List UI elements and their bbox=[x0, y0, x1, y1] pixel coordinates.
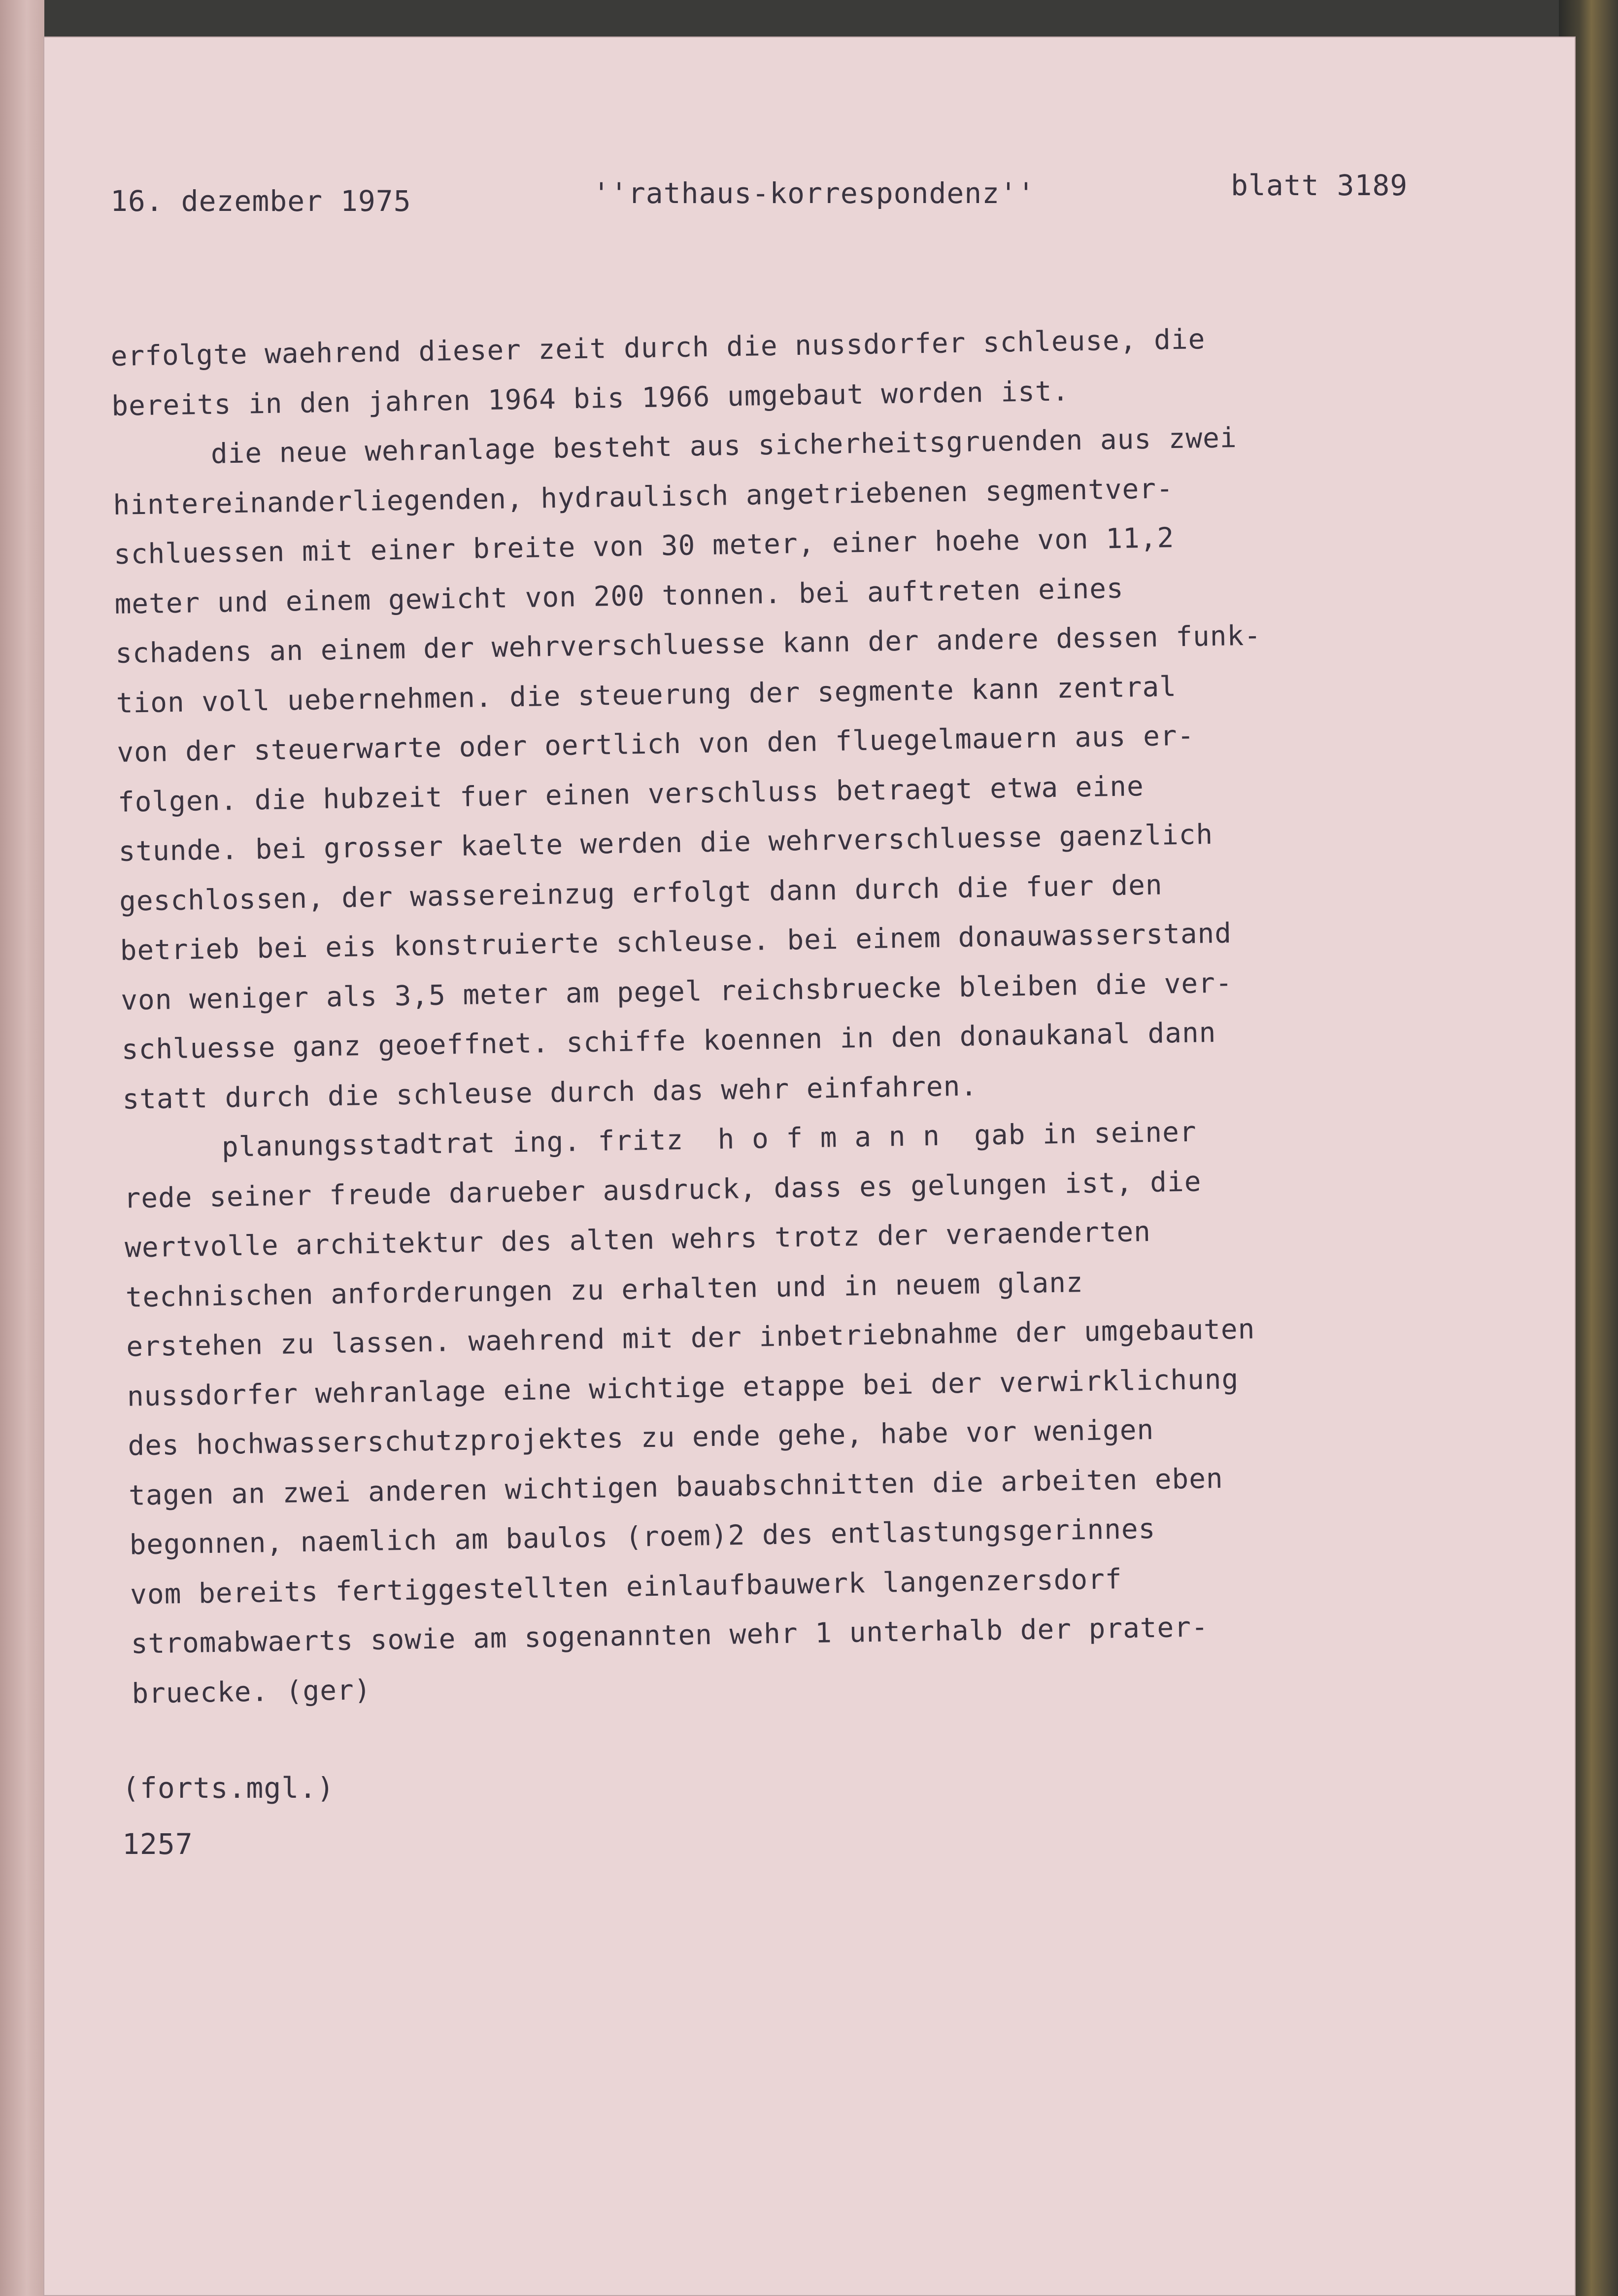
body-line: die neue wehranlage besteht aus sicherheitsgruenden aus zwei bbox=[210, 422, 1238, 470]
publication-title: ''rathaus-korrespondenz'' bbox=[593, 176, 1035, 210]
body-line: betrieb bei eis konstruierte schleuse. bei einem donauwasserstand bbox=[120, 917, 1232, 967]
body-line: erfolgte waehrend dieser zeit durch die nussdorfer schleuse, die bbox=[110, 323, 1206, 373]
body-line: erstehen zu lassen. waehrend mit der inbetriebnahme der umgebauten bbox=[126, 1313, 1255, 1363]
body-line: geschlossen, der wassereinzug erfolgt dann durch die fuer den bbox=[119, 869, 1163, 918]
body-line: wertvolle architektur des alten wehrs trotz der veraenderten bbox=[124, 1216, 1151, 1264]
body-line: stunde. bei grosser kaelte werden die wehrverschluesse gaenzlich bbox=[118, 818, 1214, 868]
sheet-number: blatt 3189 bbox=[1231, 169, 1408, 202]
body-text bbox=[110, 309, 1585, 1719]
body-line: planungsstadtrat ing. fritz h o f m a n n gab in seiner bbox=[221, 1116, 1197, 1164]
body-line: hintereinanderliegenden, hydraulisch angetriebenen segmentver- bbox=[113, 472, 1174, 521]
body-line: vom bereits fertiggestellten einlaufbauwerk langenzersdorf bbox=[130, 1563, 1122, 1611]
body-line: begonnen, naemlich am baulos (roem)2 des entlastungsgerinnes bbox=[129, 1512, 1156, 1561]
body-line: schadens an einem der wehrverschluesse kann der andere dessen funk- bbox=[115, 619, 1262, 670]
body-line: tagen an zwei anderen wichtigen bauabschnitten die arbeiten eben bbox=[128, 1462, 1224, 1512]
body-line: nussdorfer wehranlage eine wichtige etappe bei der verwirklichung bbox=[127, 1363, 1239, 1413]
body-line: statt durch die schleuse durch das wehr einfahren. bbox=[122, 1070, 978, 1116]
body-line: meter und einem gewicht von 200 tonnen. bei auftreten eines bbox=[114, 572, 1124, 620]
previous-page-edge bbox=[0, 0, 44, 2296]
body-line: tion voll uebernehmen. die steuerung der segmente kann zentral bbox=[116, 670, 1177, 720]
document-code: 1257 bbox=[122, 1827, 193, 1861]
body-line: stromabwaerts sowie am sogenannten wehr 1 unterhalb der prater- bbox=[131, 1611, 1209, 1660]
body-line: schluessen mit einer breite von 30 meter, einer hoehe von 11,2 bbox=[113, 522, 1175, 571]
body-line: von weniger als 3,5 meter am pegel reichsbruecke bleiben die ver- bbox=[120, 966, 1233, 1017]
continuation-note: (forts.mgl.) bbox=[122, 1771, 335, 1805]
body-line: schluesse ganz geoeffnet. schiffe koennen in den donaukanal dann bbox=[121, 1016, 1216, 1066]
body-line: von der steuerwarte oder oertlich von den fluegelmauern aus er- bbox=[116, 720, 1195, 769]
body-line: rede seiner freude darueber ausdruck, dass es gelungen ist, die bbox=[124, 1165, 1202, 1215]
body-line: technischen anforderungen zu erhalten und in neuem glanz bbox=[125, 1266, 1084, 1314]
body-line: des hochwasserschutzprojektes zu ende gehe, habe vor wenigen bbox=[127, 1414, 1154, 1462]
typed-page bbox=[43, 36, 1576, 2296]
body-line: bruecke. (ger) bbox=[131, 1674, 371, 1710]
body-line: bereits in den jahren 1964 bis 1966 umgebaut worden ist. bbox=[111, 375, 1070, 422]
header-date: 16. dezember 1975 bbox=[110, 184, 411, 218]
body-line: folgen. die hubzeit fuer einen verschluss betraegt etwa eine bbox=[117, 770, 1145, 819]
